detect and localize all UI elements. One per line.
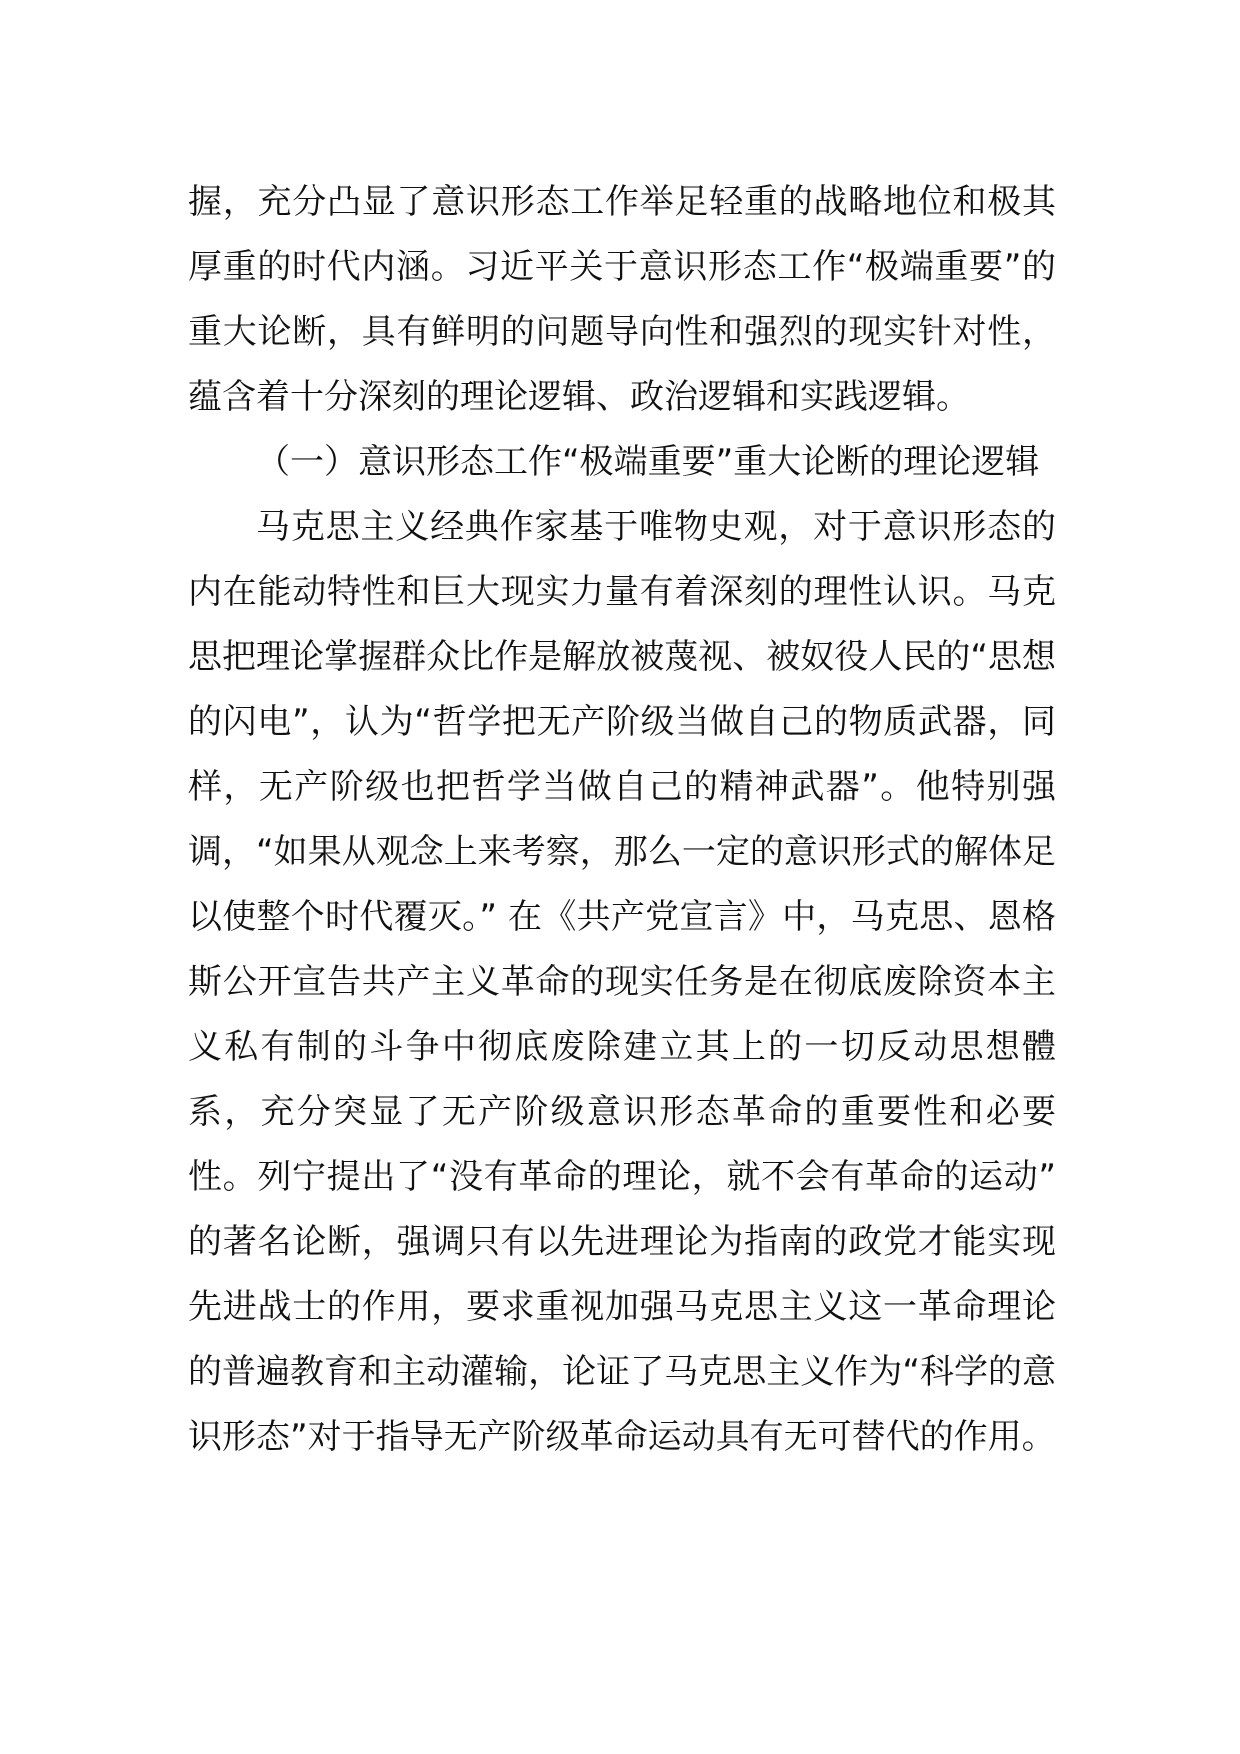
paragraph-theory: 马克思主义经典作家基于唯物史观，对于意识形态的内在能动特性和巨大现实力量有着深刻的理性认识。马克思把理论掌握群众比作是解放被蔑视、被奴役人民的“思想的闪电”，认为“哲学把无产阶级当做自己的物质武器，同样，无产阶级也把哲学当做自己的精神武器”。他特别强调，“如果从观念上来考察，那么一定的意识形式的解体足以使整个时代覆灭。” 在《共产党宣言》中，马克思、恩格斯公开宣告共产主义革命的现实任务是在彻底废除资本主义私有制的斗争中彻底废除建立其上的一切反动思想體系，充分突显了无产阶级意识形态革命的重要性和必要性。列宁提出了“没有革命的理论，就不会有革命的运动” 的著名论断，强调只有以先进理论为指南的政党才能实现先进战士的作用，要求重视加强马克思主义这一革命理论的普遍教育和主动灌输，论证了马克思主义作为“科学的意识形态”对于指导无产阶级革命运动具有无可替代的作用。 bbox=[188, 507, 1056, 1457]
paragraph-intro-continued: 握，充分凸显了意识形态工作举足轻重的战略地位和极其厚重的时代内涵。习近平关于意识形态工作“极端重要”的重大论断，具有鲜明的问题导向性和强烈的现实针对性，蕴含着十分深刻的理论逻辑、政治逻辑和实践逻辑。 bbox=[188, 182, 1056, 417]
document-body bbox=[188, 170, 1056, 1470]
section-heading: （一）意识形态工作“极端重要”重大论断的理论逻辑 bbox=[256, 442, 1040, 482]
